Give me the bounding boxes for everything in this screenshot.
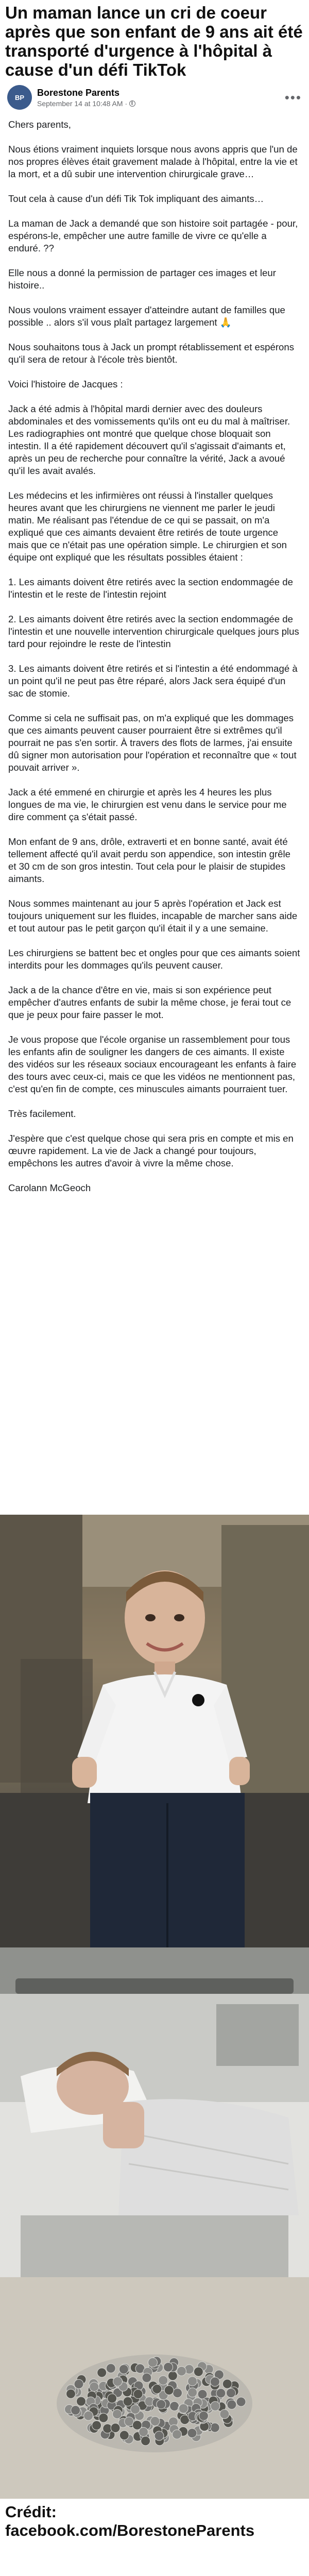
magnet-ball (113, 2410, 122, 2419)
magnet-ball (227, 2388, 236, 2398)
photo-hospital-bed-illustration (0, 1947, 309, 2277)
magnet-ball (152, 2384, 162, 2394)
magnet-ball (108, 2394, 117, 2403)
photo-magnet-balls[interactable] (0, 2277, 309, 2499)
magnet-ball (194, 2367, 203, 2377)
magnet-ball (148, 2358, 158, 2367)
post-paragraph: Très facilement. (8, 1108, 76, 1119)
post-paragraph: Nous étions vraiment inquiets lorsque nous avons appris que l'un de nos propres élèves était gravement malade à l'hôpital, entre la vie et la mort, et a dû subir une intervention chirurgicale grave… (8, 144, 300, 179)
post-paragraph: Mon enfant de 9 ans, drôle, extraverti et en bonne santé, avait été tellement affecté qu'il avait perdu son appendice, son intestin grêle et 30 cm de son gros intestin. Tout cela pour le plaisir de stupides aimants. (8, 836, 294, 884)
post-paragraph: Jack a été admis à l'hôpital mardi dernier avec des douleurs abdominales et des vomissements qu'ils ont eu du mal à maîtriser. Les radiographies ont montré que quelque chose bloquait son intestin. Il a été rapidement découvert qu'il s'agissait d'aimants et, après un peu de recherche pour connaître la vérité, Jack a avoué qu'il les avait avalés. (8, 403, 293, 476)
magnet-ball (199, 2411, 208, 2420)
magnet-ball (173, 2430, 182, 2439)
photo-boy-standing-illustration (0, 1515, 309, 1947)
post-paragraph: Chers parents, (8, 119, 71, 130)
post-paragraph: Jack a été emmené en chirurgie et après les 4 heures les plus longues de ma vie, le chirurgien est venu dans le service pour me dire comment ça s'était passé. (8, 787, 289, 822)
post-paragraph: Nous souhaitons tous à Jack un prompt rétablissement et espérons qu'il sera de retour à l'école très bientôt. (8, 342, 297, 365)
magnet-ball (220, 2410, 229, 2419)
post-paragraph: Je vous propose que l'école organise un rassemblement pour tous les enfants afin de souligner les dangers de ces aimants. Il existe des vidéos sur les réseaux sociaux encourageant les enfants à faire des tours avec ceux-ci, mais ce que les vidéos ne mentionnent pas, c'est qu'en fin de compte, ces minuscules aimants pourraient tuer. (8, 1034, 299, 1094)
magnet-ball (210, 2377, 219, 2386)
magnet-ball (141, 2436, 150, 2446)
credit-source: facebook.com/BorestoneParents (5, 2521, 255, 2539)
magnet-ball (119, 2365, 128, 2374)
post-paragraph: J'espère que c'est quelque chose qui sera pris en compte et mis en œuvre rapidement. La vie de Jack a changé pour toujours, empêchons les autres d'avoir à vivre la même chose. (8, 1133, 297, 1168)
magnet-ball (99, 2413, 108, 2422)
magnet-ball (119, 2431, 129, 2440)
magnet-ball (179, 2404, 188, 2413)
magnet-ball (92, 2421, 101, 2430)
magnet-ball (173, 2388, 182, 2398)
magnet-ball (177, 2366, 186, 2376)
magnet-ball (133, 2389, 143, 2399)
magnet-ball (164, 2363, 173, 2372)
magnet-ball (188, 2377, 197, 2386)
post-author-block (37, 88, 135, 108)
post-paragraph: Jack a de la chance d'être en vie, mais si son expérience peut empêcher d'autres enfants de subir la même chose, je ferai tout ce que je peux pour faire passer le mot. (8, 985, 294, 1020)
post-paragraph: Nous sommes maintenant au jour 5 après l'opération et Jack est toujours uniquement sur les fluides, incapable de marcher sans aide et tout autour pas le petit garçon qu'il était il y a une semaine. (8, 898, 300, 934)
photo-magnet-balls-illustration (0, 2277, 309, 2499)
magnet-ball (132, 2420, 142, 2430)
magnet-ball (74, 2379, 83, 2388)
magnet-ball (111, 2424, 120, 2433)
magnet-ball (77, 2397, 86, 2406)
credit-block (0, 2499, 309, 2576)
post-paragraph: Carolann McGeoch (8, 1182, 91, 1193)
magnet-ball (157, 2400, 166, 2409)
magnet-ball (159, 2376, 168, 2385)
page-avatar[interactable] (7, 85, 32, 110)
magnet-ball (84, 2411, 93, 2420)
post-paragraph: Les médecins et les infirmières ont réussi à l'installer quelques heures avant que les chirurgiens ne viennent me parler le jeudi matin. Me réalisant pas l'étendue de ce qui se passait, on m'a expliqué que ces aimants devaient être retirés de toute urgence mais que ce n'était pas une opération simple. Le chirurgien et son équipe ont expliqué que les résultats possibles étaient : (8, 490, 290, 563)
magnet-ball (125, 2417, 134, 2426)
magnet-ball (187, 2429, 197, 2438)
magnet-ball (170, 2401, 179, 2411)
magnet-ball (97, 2368, 107, 2377)
magnet-ball (188, 2388, 197, 2397)
post-header (0, 79, 309, 115)
more-options-icon[interactable]: ••• (284, 89, 302, 105)
magnet-ball (227, 2400, 236, 2409)
magnet-ball (168, 2371, 177, 2380)
post-paragraph: Elle nous a donné la permission de partager ces images et leur histoire.. (8, 267, 279, 291)
post-paragraph: 3. Les aimants doivent être retirés et si l'intestin a été endommagé à un point qu'il ne peut pas être réparé, alors Jack sera équipé d'un sac de stomie. (8, 663, 300, 699)
magnet-ball (164, 2385, 174, 2395)
post-body (0, 115, 309, 1515)
magnet-ball (123, 2397, 132, 2406)
photo-hospital-bed[interactable] (0, 1947, 309, 2277)
post-paragraph: Les chirurgiens se battent bec et ongles pour que ces aimants soient interdits pour les dommages qu'ils peuvent causer. (8, 947, 303, 971)
magnet-ball (71, 2405, 80, 2415)
post-meta (37, 99, 135, 108)
magnet-ball (66, 2389, 76, 2398)
post-paragraph: Comme si cela ne suffisait pas, on m'a expliqué que les dommages que ces aimants peuvent causer pourraient être si extrêmes qu'il pourrait ne pas s'en sortir. À travers des flots de larmes, j'ai ensuite dû signer mon autorisation pour l'opération et reconnaître que « tout pouvait arriver ». (8, 713, 299, 773)
page-name-link[interactable]: Borestone Parents (37, 87, 120, 98)
post-paragraph: Voici l'histoire de Jacques : (8, 379, 123, 389)
post-timestamp[interactable]: September 14 at 10:48 AM · (37, 99, 128, 108)
avatar-initials: BP (14, 93, 25, 101)
magnet-ball (150, 2417, 160, 2426)
magnet-ball (113, 2377, 123, 2386)
globe-icon (129, 100, 135, 107)
photo-boy-standing[interactable] (0, 1515, 309, 1947)
post-paragraph: 1. Les aimants doivent être retirés avec la section endommagée de l'intestin et le reste de l'intestin rejoint (8, 577, 296, 600)
magnet-ball (154, 2431, 164, 2441)
headline: Un maman lance un cri de coeur après que son enfant de 9 ans ait été transporté d'urgence à l'hôpital à cause d'un défi TikTok (5, 3, 303, 79)
magnet-ball (142, 2373, 151, 2382)
post-paragraph: 2. Les aimants doivent être retirés avec la section endommagée de l'intestin et une nouvelle intervention chirurgicale quelques jours plus tard pour rejoindre le reste de l'intestin (8, 614, 302, 649)
magnet-ball (106, 2364, 115, 2373)
magnet-ball (210, 2423, 219, 2432)
magnet-ball (90, 2382, 99, 2392)
magnet-ball (236, 2397, 246, 2406)
magnet-ball (131, 2405, 140, 2414)
post-paragraph: Tout cela à cause d'un défi Tik Tok impliquant des aimants… (8, 193, 264, 204)
post-paragraph: La maman de Jack a demandé que son histoire soit partagée - pour, espérons-le, empêcher une autre famille de vivre ce qu'elle a enduré. ?? (8, 218, 301, 253)
magnet-ball (211, 2401, 220, 2411)
magnet-ball (222, 2379, 232, 2388)
post-paragraph: Nous voulons vraiment essayer d'atteindre autant de familles que possible .. alors s'il vous plaît partagez largement 🙏 (8, 304, 288, 328)
credit-label: Crédit: (5, 2503, 57, 2521)
